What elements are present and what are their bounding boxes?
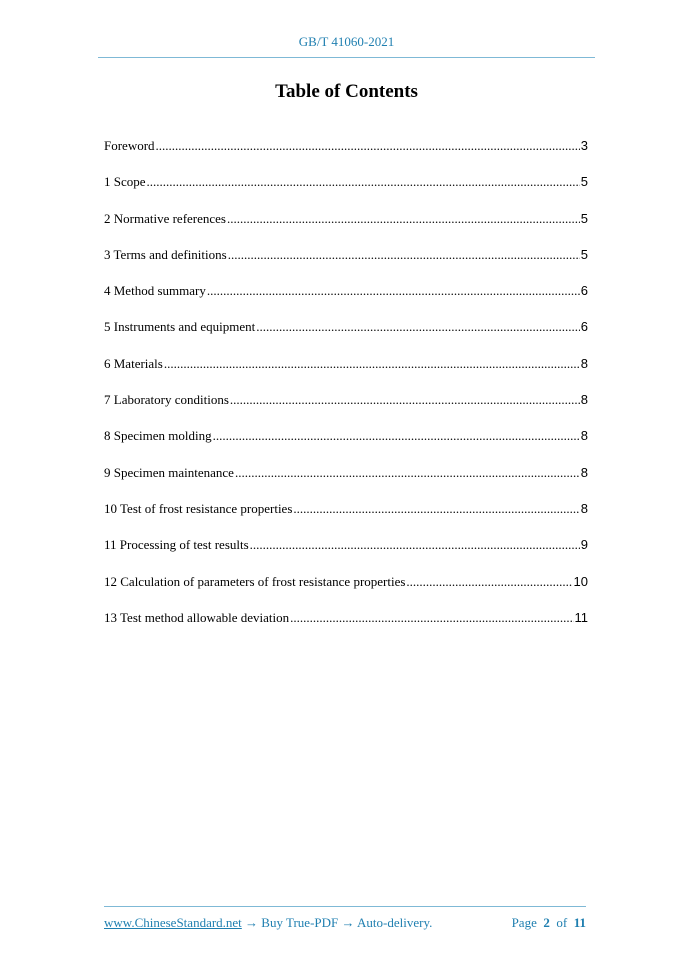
dot-leader <box>290 610 573 626</box>
toc-entry-page: 8 <box>580 500 588 516</box>
header-divider <box>98 57 595 58</box>
toc-entry-label: 12 Calculation of parameters of frost resistance properties <box>104 573 406 589</box>
toc-entry-label: 1 Scope <box>104 174 146 190</box>
footer-promo <box>104 915 432 931</box>
toc-entry-normative-references[interactable] <box>104 211 588 247</box>
footer-divider <box>104 906 586 907</box>
dot-leader <box>256 319 579 335</box>
toc-entry-label: 4 Method summary <box>104 283 206 299</box>
of-word: of <box>556 915 568 930</box>
current-page-number: 2 <box>543 915 550 930</box>
toc-entry-page: 5 <box>580 174 588 190</box>
toc-entry-terms-and-definitions[interactable] <box>104 247 588 283</box>
toc-entry-allowable-deviation[interactable] <box>104 610 588 646</box>
toc-entry-page: 5 <box>580 210 588 226</box>
toc-entry-scope[interactable] <box>104 174 588 210</box>
toc-entry-label: 11 Processing of test results <box>104 537 249 553</box>
toc-entry-laboratory-conditions[interactable] <box>104 392 588 428</box>
dot-leader <box>230 392 580 408</box>
toc-entry-label: Foreword <box>104 138 155 153</box>
toc-entry-label: 9 Specimen maintenance <box>104 464 234 480</box>
toc-entry-page: 11 <box>574 609 588 625</box>
website-link[interactable]: www.ChineseStandard.net <box>104 915 242 930</box>
dot-leader <box>227 211 580 227</box>
toc-entry-specimen-molding[interactable] <box>104 428 588 464</box>
toc-entry-page: 6 <box>580 283 588 299</box>
toc-entry-label: 2 Normative references <box>104 210 226 226</box>
page-word: Page <box>511 915 537 930</box>
table-of-contents <box>104 138 588 646</box>
toc-entry-label: 10 Test of frost resistance properties <box>104 500 293 516</box>
page-footer <box>104 915 586 931</box>
toc-entry-specimen-maintenance[interactable] <box>104 465 588 501</box>
total-page-count: 11 <box>573 915 586 930</box>
toc-entry-page: 8 <box>580 428 588 444</box>
toc-entry-calculation-of-parameters[interactable] <box>104 574 588 610</box>
dot-leader <box>293 501 579 517</box>
toc-entry-page: 6 <box>580 319 588 335</box>
toc-entry-frost-resistance-test[interactable] <box>104 501 588 537</box>
toc-entry-processing-of-results[interactable] <box>104 537 588 573</box>
toc-entry-page: 8 <box>580 355 588 371</box>
toc-entry-page: 5 <box>580 246 588 262</box>
arrow-right-icon: → <box>338 915 358 930</box>
dot-leader <box>235 465 580 481</box>
page-title: Table of Contents <box>275 81 418 102</box>
toc-entry-page: 8 <box>580 392 588 408</box>
buy-pdf-text: Buy True-PDF <box>261 915 339 930</box>
toc-entry-materials[interactable] <box>104 356 588 392</box>
toc-entry-instruments-and-equipment[interactable] <box>104 319 588 355</box>
toc-entry-label: 5 Instruments and equipment <box>104 319 256 335</box>
toc-entry-page: 3 <box>580 138 588 153</box>
toc-entry-label: 3 Terms and definitions <box>104 246 227 262</box>
dot-leader <box>164 356 580 372</box>
toc-entry-page: 10 <box>573 573 588 589</box>
auto-delivery-text: Auto-delivery. <box>357 915 433 930</box>
toc-entry-label: 6 Materials <box>104 355 163 371</box>
running-header: GB/T 41060-2021 <box>298 34 395 49</box>
page-indicator <box>512 915 586 931</box>
dot-leader <box>156 138 580 154</box>
toc-entry-label: 13 Test method allowable deviation <box>104 609 290 625</box>
toc-entry-page: 9 <box>580 537 588 553</box>
dot-leader <box>250 537 580 553</box>
dot-leader <box>213 428 580 444</box>
toc-entry-method-summary[interactable] <box>104 283 588 319</box>
dot-leader <box>207 283 580 299</box>
toc-entry-page: 8 <box>580 464 588 480</box>
arrow-right-icon: → <box>241 915 262 930</box>
toc-entry-label: 8 Specimen molding <box>104 428 212 444</box>
toc-entry-label: 7 Laboratory conditions <box>104 392 229 408</box>
toc-entry-foreword[interactable] <box>104 138 588 174</box>
dot-leader <box>228 247 580 263</box>
dot-leader <box>406 574 572 590</box>
dot-leader <box>147 174 580 190</box>
